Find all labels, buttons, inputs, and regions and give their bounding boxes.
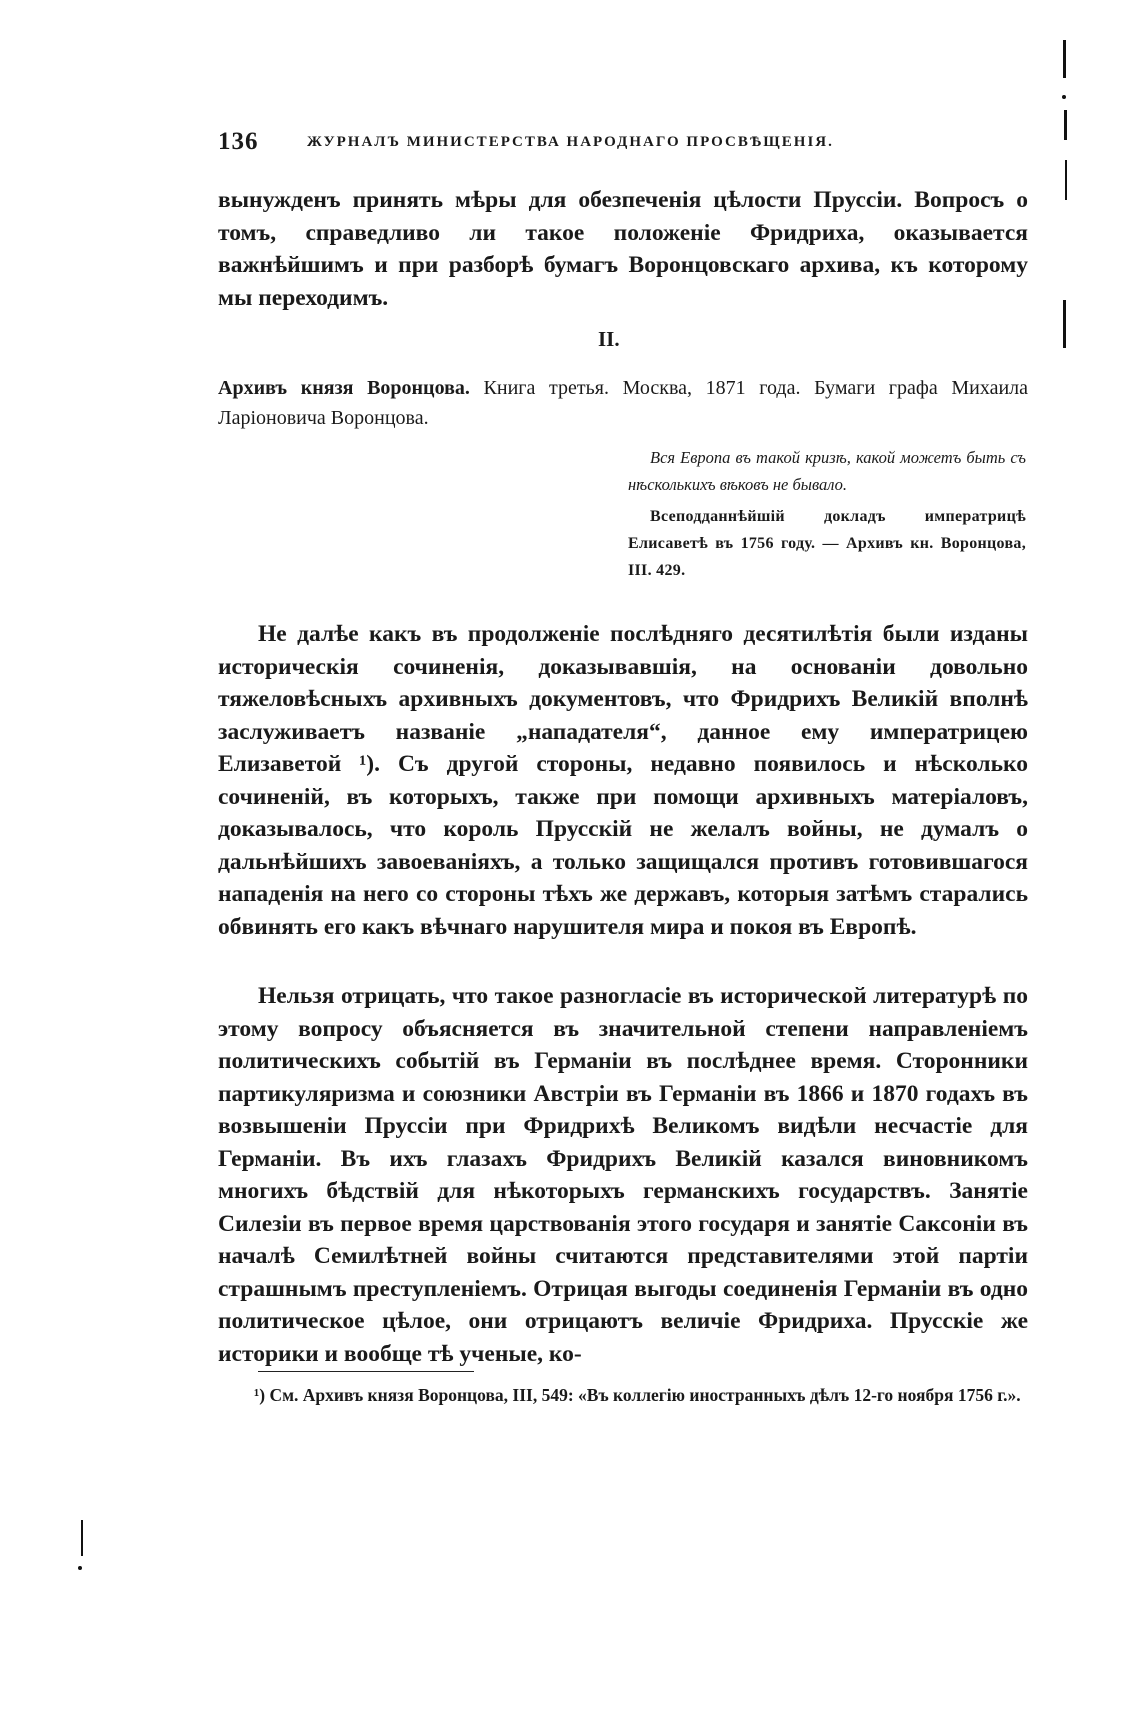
footnote: ¹) См. Архивъ князя Воронцова, III, 549: «Въ коллегію иностранныхъ дѣлъ 12-го ноября 1756 г.». xyxy=(254,1385,1021,1405)
scan-artifact-dot xyxy=(1062,95,1066,99)
body-paragraph-2: Нельзя отрицать, что такое разногласіе въ исторической литературѣ по этому вопросу объясняется въ значительной степени направленіемъ политическихъ событій въ Германіи въ послѣднее время. Сторонники партикуляризма и союзники Австріи въ Германіи въ 1866 и 1870 годахъ въ возвышеніи Пруссіи при Фридрихѣ Великомъ видѣли несчастіе для Германіи. Въ ихъ глазахъ Фридрихъ Великій казался виновникомъ многихъ бѣдствій для нѣкоторыхъ германскихъ государствъ. Занятіе Силезіи въ первое время царствованія этого государя и занятіе Саксоніи въ началѣ Семилѣтней войны считаются представителями этой партіи страшнымъ преступленіемъ. Отрицая выгоды соединенія Германіи въ одно политическое цѣлое, они отрицаютъ величіе Фридриха. Прусскіе же историки и вообще тѣ ученые, ко- xyxy=(218,983,1028,1367)
page-header xyxy=(218,128,1028,158)
scan-artifact-dot xyxy=(78,1566,82,1570)
scan-artifact-mark xyxy=(1064,110,1067,140)
scan-artifact-mark xyxy=(1065,160,1067,200)
page-number: 136 xyxy=(218,128,259,155)
section-number: II. xyxy=(598,327,620,351)
scan-artifact-mark xyxy=(1063,40,1066,78)
body-paragraph-1: Не далѣе какъ въ продолженіе послѣдняго десятилѣтія были изданы историческія сочиненія, доказывавшія, на основаніи довольно тяжеловѣсныхъ архивныхъ документовъ, что Фридрихъ Великій вполнѣ заслуживаетъ названіе „нападателя“, данное ему императрицею Елизаветой ¹). Съ другой стороны, недавно появилось и нѣсколько сочиненій, въ которыхъ, также при помощи архивныхъ матеріаловъ, доказывалось, что король Прусскій не желалъ войны, не думалъ о дальнѣйшихъ завоеваніяхъ, а только защищался противъ готовившагося нападенія на него со стороны тѣхъ же державъ, которыя затѣмъ старались обвинять его какъ вѣчнаго нарушителя мира и покоя въ Европѣ. xyxy=(218,621,1028,940)
book-details: Книга третья. Москва, 1871 года. Бумаги графа Михаила Ларіоновича Воронцова. xyxy=(218,377,1029,429)
epigraph xyxy=(628,444,1026,584)
running-title: ЖУРНАЛЪ МИНИСТЕРСТВА НАРОДНАГО ПРОСВѢЩЕНІЯ. xyxy=(307,134,834,150)
intro-paragraph: вынужденъ принять мѣры для обезпеченія цѣлости Пруссіи. Вопросъ о томъ, справедливо ли такое положеніе Фридриха, оказывается важнѣйшимъ и при разборѣ бумагъ Воронцовскаго архива, къ которому мы переходимъ. xyxy=(218,187,1028,311)
scan-artifact-mark xyxy=(1063,300,1066,348)
scan-artifact-mark xyxy=(81,1520,83,1556)
footnote-divider xyxy=(258,1371,474,1372)
book-title: Архивъ князя Воронцова. xyxy=(218,377,470,399)
epigraph-quote: Вся Европа въ такой кризѣ, какой можетъ быть съ нѣсколькихъ вѣковъ не бывало. xyxy=(628,448,1026,494)
epigraph-source: Всеподданнѣйшій докладъ императрицѣ Елисаветѣ въ 1756 году. — Архивъ кн. Воронцова, III. 429. xyxy=(628,508,1026,579)
book-reference xyxy=(218,373,1028,433)
